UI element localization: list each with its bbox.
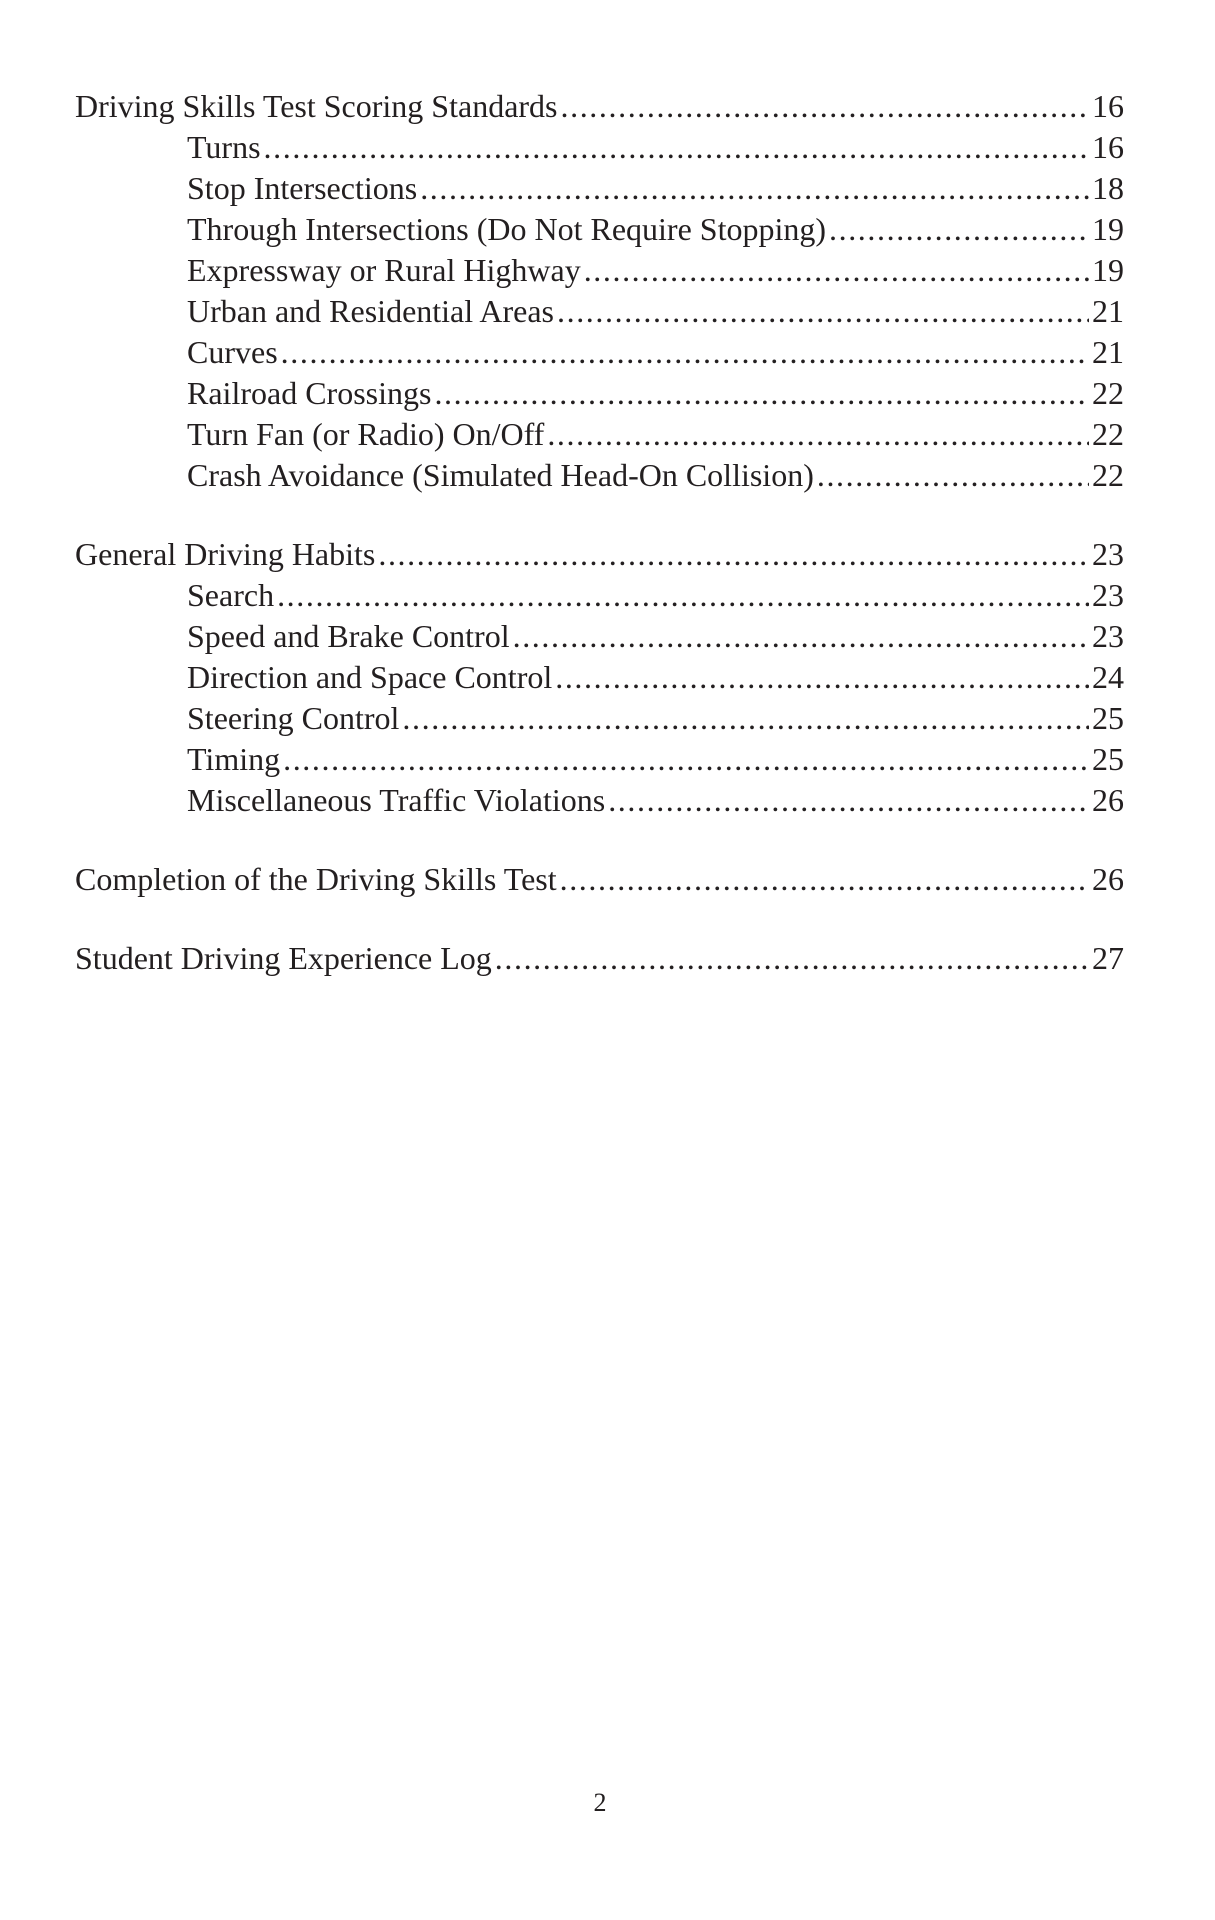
dot-leader	[283, 739, 1089, 780]
entry-title: Completion of the Driving Skills Test	[75, 861, 557, 897]
entry-title: Turn Fan (or Radio) On/Off	[187, 416, 545, 452]
entry-title: Crash Avoidance (Simulated Head-On Collision)	[187, 457, 814, 493]
entry-title: General Driving Habits	[75, 536, 376, 572]
toc-entry[interactable]	[75, 534, 1124, 575]
dot-leader	[547, 414, 1089, 455]
toc-subentry[interactable]	[75, 332, 1124, 373]
entry-title: Driving Skills Test Scoring Standards	[75, 88, 558, 124]
toc-subentry[interactable]	[75, 575, 1124, 616]
toc-subentry[interactable]	[75, 168, 1124, 209]
toc-subentry[interactable]	[75, 657, 1124, 698]
entry-page: 26	[1092, 861, 1124, 897]
dot-leader	[434, 373, 1089, 414]
entry-page: 23	[1092, 577, 1124, 613]
dot-leader	[378, 534, 1089, 575]
dot-leader	[829, 209, 1089, 250]
entry-page: 21	[1092, 293, 1124, 329]
entry-page: 23	[1092, 536, 1124, 572]
entry-title: Miscellaneous Traffic Violations	[187, 782, 606, 818]
entry-page: 22	[1092, 457, 1124, 493]
entry-title: Urban and Residential Areas	[187, 293, 554, 329]
entry-page: 25	[1092, 741, 1124, 777]
entry-title: Direction and Space Control	[187, 659, 553, 695]
toc-subentry[interactable]	[75, 414, 1124, 455]
entry-title: Railroad Crossings	[187, 375, 432, 411]
entry-title: Turns	[187, 129, 261, 165]
entry-title: Timing	[187, 741, 281, 777]
dot-leader	[495, 938, 1089, 979]
dot-leader	[560, 859, 1089, 900]
entry-title: Speed and Brake Control	[187, 618, 510, 654]
dot-leader	[513, 616, 1089, 657]
entry-title: Through Intersections (Do Not Require Stopping)	[187, 211, 826, 247]
toc-subentry[interactable]	[75, 616, 1124, 657]
dot-leader	[281, 332, 1089, 373]
dot-leader	[402, 698, 1089, 739]
toc-entry[interactable]	[75, 938, 1124, 979]
entry-page: 19	[1092, 252, 1124, 288]
toc-subentry[interactable]	[75, 373, 1124, 414]
entry-page: 27	[1092, 940, 1124, 976]
dot-leader	[608, 780, 1089, 821]
dot-leader	[584, 250, 1089, 291]
toc-subentry[interactable]	[75, 455, 1124, 496]
entry-page: 23	[1092, 618, 1124, 654]
toc-subentry[interactable]	[75, 250, 1124, 291]
toc-subentry[interactable]	[75, 127, 1124, 168]
entry-page: 24	[1092, 659, 1124, 695]
toc-subentry[interactable]	[75, 291, 1124, 332]
dot-leader	[557, 291, 1089, 332]
entry-page: 22	[1092, 416, 1124, 452]
entry-title: Expressway or Rural Highway	[187, 252, 581, 288]
entry-page: 16	[1092, 88, 1124, 124]
dot-leader	[817, 455, 1089, 496]
dot-leader	[561, 86, 1090, 127]
dot-leader	[277, 575, 1089, 616]
toc-entry[interactable]	[75, 86, 1124, 127]
dot-leader	[555, 657, 1089, 698]
entry-page: 25	[1092, 700, 1124, 736]
toc-entry[interactable]	[75, 859, 1124, 900]
table-of-contents	[75, 86, 1124, 979]
entry-title: Student Driving Experience Log	[75, 940, 492, 976]
entry-page: 26	[1092, 782, 1124, 818]
entry-page: 18	[1092, 170, 1124, 206]
toc-subentry[interactable]	[75, 739, 1124, 780]
entry-title: Search	[187, 577, 275, 613]
entry-title: Stop Intersections	[187, 170, 418, 206]
dot-leader	[264, 127, 1089, 168]
toc-subentry[interactable]	[75, 209, 1124, 250]
entry-title: Steering Control	[187, 700, 400, 736]
toc-subentry[interactable]	[75, 698, 1124, 739]
page-number: 2	[593, 1788, 607, 1817]
entry-page: 19	[1092, 211, 1124, 247]
dot-leader	[420, 168, 1089, 209]
entry-title: Curves	[187, 334, 278, 370]
toc-subentry[interactable]	[75, 780, 1124, 821]
entry-page: 16	[1092, 129, 1124, 165]
entry-page: 21	[1092, 334, 1124, 370]
entry-page: 22	[1092, 375, 1124, 411]
